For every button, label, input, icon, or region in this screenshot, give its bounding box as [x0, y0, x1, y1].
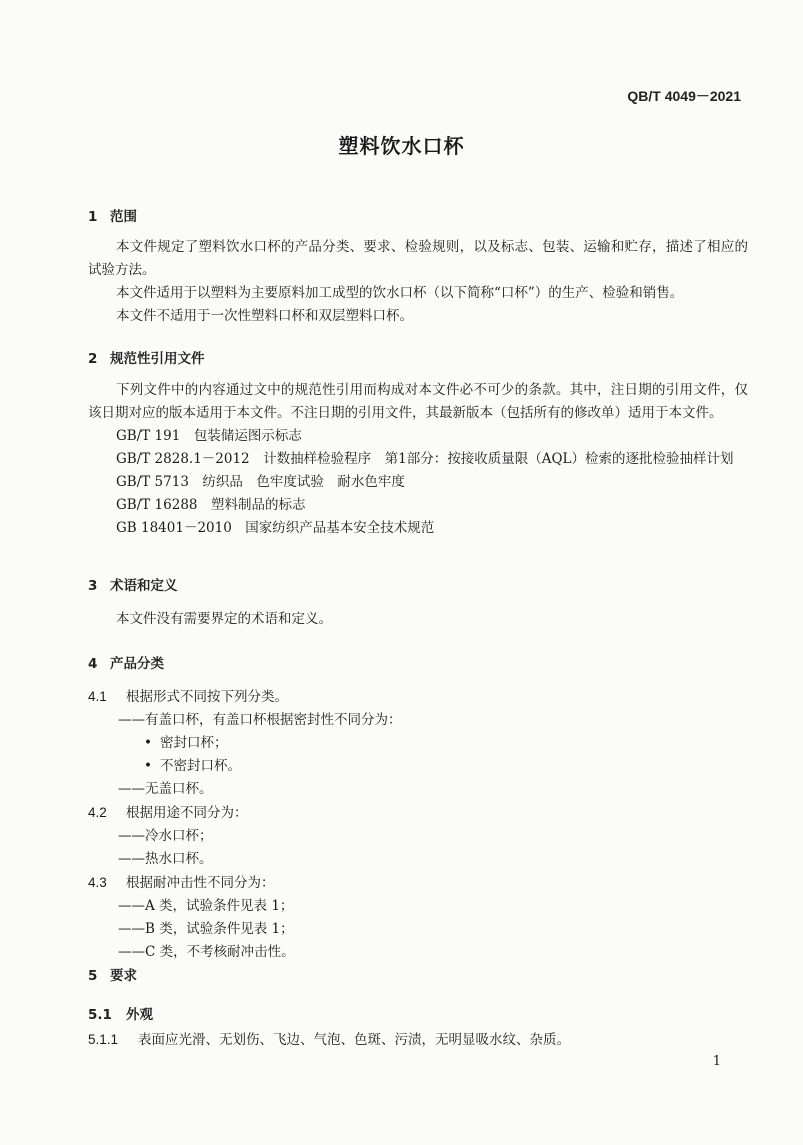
section-heading: 5 要求 — [88, 968, 137, 984]
clause-4-2: 4.2 根据用途不同分为： — [88, 805, 248, 821]
clause-5-1 — [88, 1003, 748, 1023]
section-4-body — [88, 685, 748, 964]
section-heading: 4 产品分类 — [88, 656, 164, 672]
bullet-item: • 密封口杯； — [88, 732, 748, 755]
paragraph: 本文件没有需要界定的术语和定义。 — [116, 611, 332, 627]
section-2-body — [88, 379, 748, 540]
section-2 — [88, 347, 748, 367]
section-heading: 1 范围 — [88, 209, 137, 225]
section-5 — [88, 964, 748, 984]
reference-item: GB/T 191 包装储运图示标志 — [116, 428, 302, 444]
bullet-icon: • — [144, 758, 152, 774]
section-heading: 3 术语和定义 — [88, 578, 178, 594]
list-item: ——有盖口杯，有盖口杯根据密封性不同分为： — [118, 712, 402, 728]
paragraph: 本文件不适用于一次性塑料口杯和双层塑料口杯。 — [116, 308, 413, 324]
reference-item: GB/T 5713 纺织品 色牢度试验 耐水色牢度 — [116, 474, 405, 490]
section-3-body — [88, 608, 748, 631]
standard-number: QB/T 4049－2021 — [627, 88, 741, 104]
section-heading: 2 规范性引用文件 — [88, 351, 205, 367]
reference-item: GB/T 2828.1－2012 计数抽样检验程序 第1部分：按接收质量限（AQL）检索的逐批检验抽样计划 — [116, 451, 734, 467]
document-title: 塑料饮水口杯 — [338, 134, 465, 158]
list-item: ——B 类，试验条件见表 1； — [118, 921, 294, 937]
paragraph: 本文件适用于以塑料为主要原料加工成型的饮水口杯（以下简称“口杯”）的生产、检验和销售。 — [116, 285, 684, 301]
section-4 — [88, 652, 748, 672]
paragraph: 下列文件中的内容通过文中的规范性引用而构成对本文件必不可少的条款。其中，注日期的引用文件，仅该日期对应的版本适用于本文件。不注日期的引用文件，其最新版本（包括所有的修改单）适用于本文件。 — [88, 382, 748, 421]
bullet-icon: • — [144, 735, 152, 751]
list-item: ——热水口杯。 — [118, 851, 213, 867]
subsection-heading: 5.1 外观 — [88, 1007, 153, 1023]
reference-item: GB 18401－2010 国家纺织产品基本安全技术规范 — [116, 520, 435, 536]
clause-5-1-1: 5.1.1 表面应光滑、无划伤、飞边、气泡、色斑、污渍，无明显吸水纹、杂质。 — [88, 1032, 570, 1048]
clause-4-1: 4.1 根据形式不同按下列分类。 — [88, 689, 288, 705]
reference-item: GB/T 16288 塑料制品的标志 — [116, 497, 306, 513]
clause-4-3: 4.3 根据耐冲击性不同分为： — [88, 875, 275, 891]
bullet-item: • 不密封口杯。 — [88, 755, 748, 778]
section-3 — [88, 574, 748, 594]
section-1-body — [88, 236, 748, 328]
list-item: ——A 类，试验条件见表 1； — [118, 898, 294, 914]
paragraph: 本文件规定了塑料饮水口杯的产品分类、要求、检验规则，以及标志、包装、运输和贮存，描述了相应的试验方法。 — [88, 239, 748, 278]
section-1 — [88, 205, 748, 225]
page-number: 1 — [712, 1054, 721, 1069]
list-item: ——C 类，不考核耐冲击性。 — [118, 944, 295, 960]
list-item: ——冷水口杯； — [118, 828, 213, 844]
list-item: ——无盖口杯。 — [118, 781, 213, 797]
